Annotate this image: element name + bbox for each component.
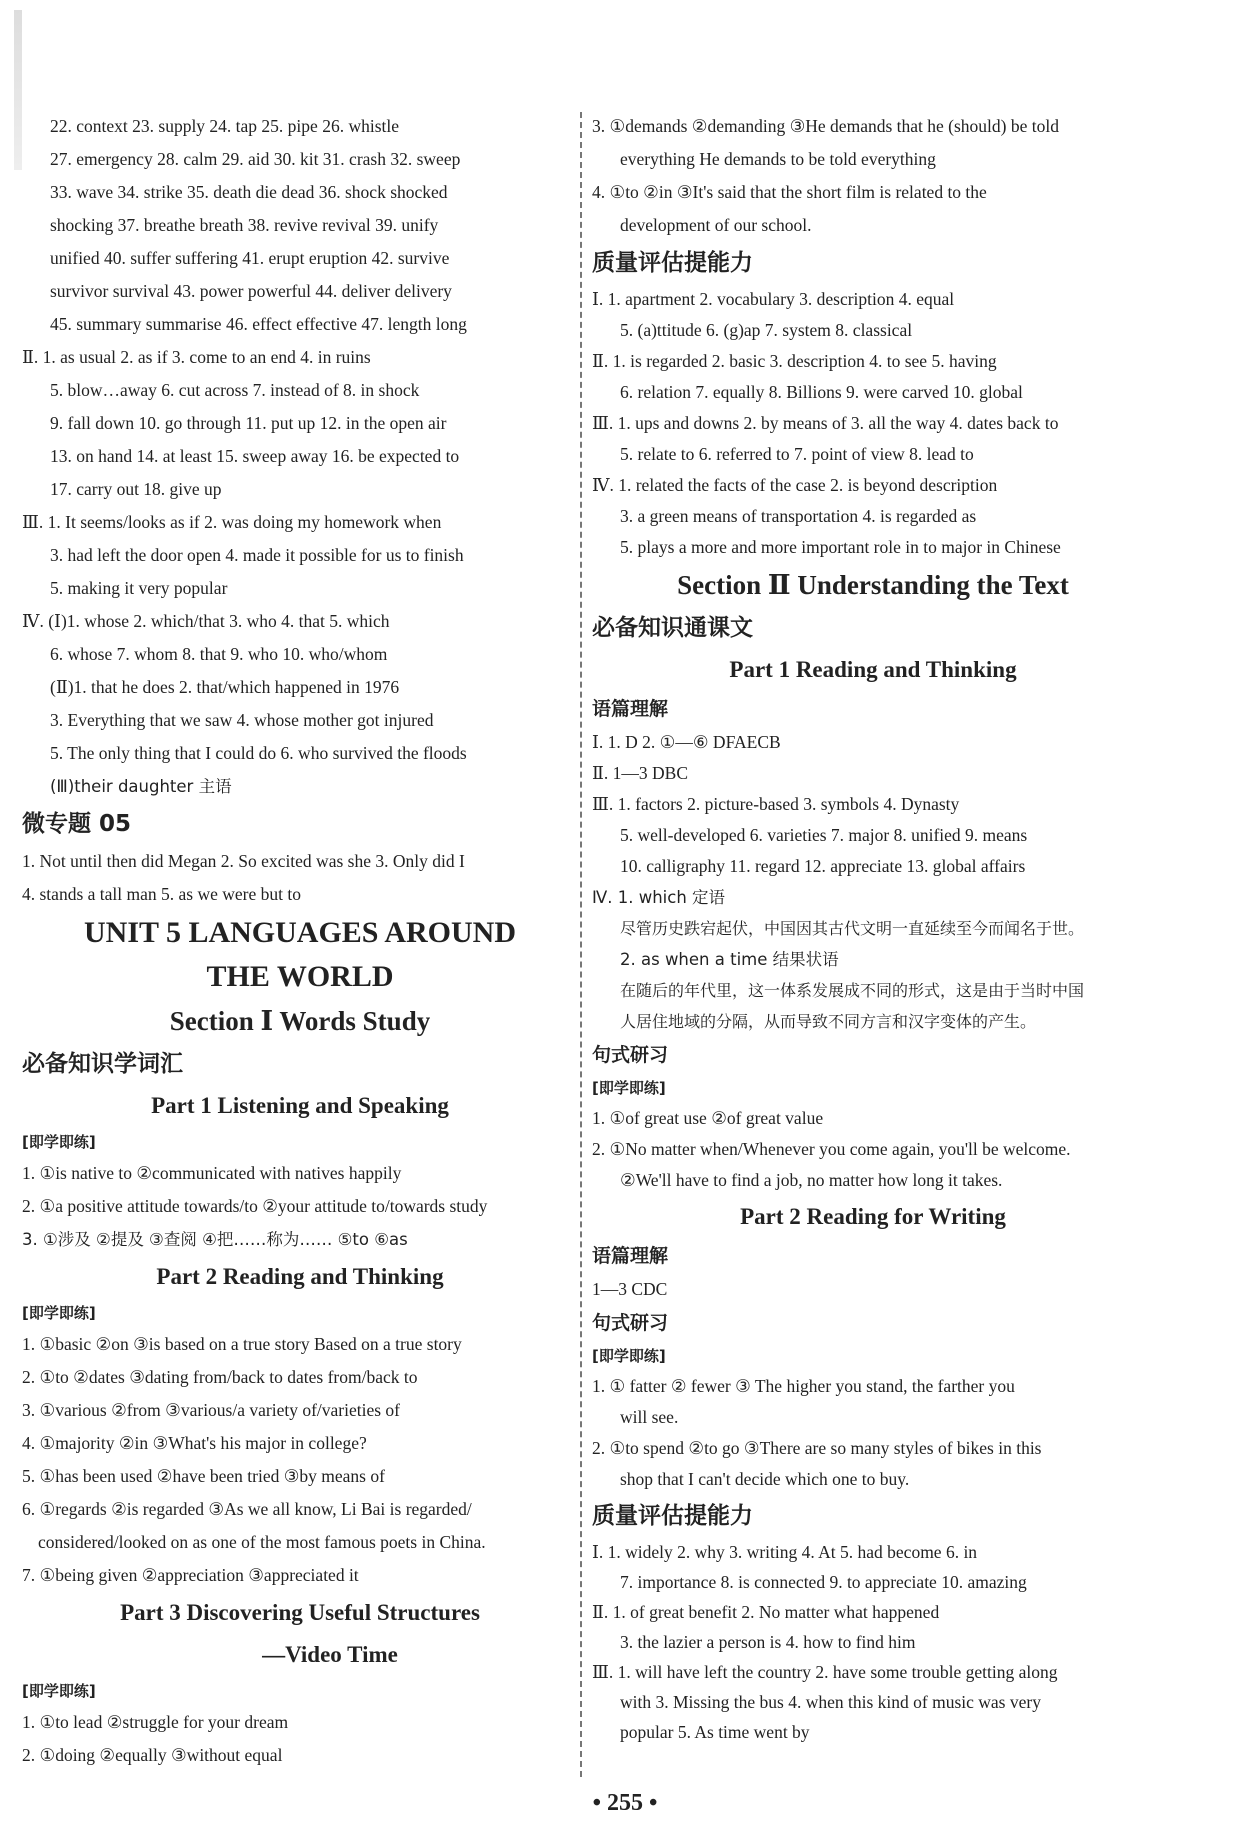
practice-tag: [即学即练] bbox=[22, 1682, 96, 1700]
practice-tag: [即学即练] bbox=[592, 1347, 666, 1365]
text-line: survivor survival 43. power powerful 44. deliver delivery bbox=[50, 281, 452, 301]
text-line: ②We'll have to find a job, no matter how long it takes. bbox=[620, 1170, 1003, 1190]
text-line: Ⅱ. 1. as usual 2. as if 3. come to an end 4. in ruins bbox=[22, 347, 371, 367]
text-line: 1. ①to lead ②struggle for your dream bbox=[22, 1712, 289, 1732]
text-line: 4. stands a tall man 5. as we were but to bbox=[22, 884, 301, 904]
text-line: 5. relate to 6. referred to 7. point of view 8. lead to bbox=[620, 444, 974, 464]
text-line: 33. wave 34. strike 35. death die dead 36. shock shocked bbox=[50, 182, 448, 202]
text-line: 22. context 23. supply 24. tap 25. pipe 26. whistle bbox=[50, 116, 399, 136]
text-line: Ⅳ. 1. which 定语 bbox=[592, 888, 726, 907]
text-line: (Ⅲ)their daughter 主语 bbox=[50, 777, 232, 796]
text-line: 在随后的年代里，这一体系发展成不同的形式，这是由于当时中国 bbox=[620, 981, 1085, 1000]
text-line: 3. had left the door open 4. made it possible for us to finish bbox=[50, 545, 464, 565]
text-line: Ⅲ. 1. factors 2. picture-based 3. symbols 4. Dynasty bbox=[592, 794, 960, 814]
text-line: 2. as when a time 结果状语 bbox=[620, 950, 839, 969]
part-title: Part 2 Reading for Writing bbox=[740, 1204, 1006, 1229]
left-column bbox=[22, 110, 578, 1772]
reading-comprehension-title: 语篇理解 bbox=[592, 1245, 669, 1267]
text-line: 13. on hand 14. at least 15. sweep away 16. be expected to bbox=[50, 446, 460, 466]
reading-comprehension-title: 语篇理解 bbox=[592, 698, 669, 720]
text-line: Ⅰ. 1. D 2. ①—⑥ DFAECB bbox=[592, 732, 781, 752]
text-line: 27. emergency 28. calm 29. aid 30. kit 31. crash 32. sweep bbox=[50, 149, 461, 169]
text-line: Ⅳ. 1. related the facts of the case 2. is beyond description bbox=[592, 475, 998, 495]
text-line: 6. relation 7. equally 8. Billions 9. were carved 10. global bbox=[620, 382, 1023, 402]
text-line: Ⅰ. 1. apartment 2. vocabulary 3. description 4. equal bbox=[592, 289, 955, 309]
text-line: 1. Not until then did Megan 2. So excited was she 3. Only did I bbox=[22, 851, 465, 871]
unit-title-cont: THE WORLD bbox=[206, 960, 394, 993]
text-line: 3. ①涉及 ②提及 ③查阅 ④把……称为…… ⑤to ⑥as bbox=[22, 1230, 408, 1249]
text-line: popular 5. As time went by bbox=[620, 1722, 810, 1742]
text-line: Ⅲ. 1. It seems/looks as if 2. was doing my homework when bbox=[22, 512, 442, 532]
text-line: 5. plays a more and more important role in to major in Chinese bbox=[620, 537, 1061, 557]
text-line: 4. ①majority ②in ③What's his major in college? bbox=[22, 1433, 367, 1453]
text-line: 3. a green means of transportation 4. is regarded as bbox=[620, 506, 977, 526]
text-line: will see. bbox=[620, 1407, 679, 1427]
text-line: Ⅲ. 1. will have left the country 2. have some trouble getting along bbox=[592, 1662, 1058, 1682]
practice-tag: [即学即练] bbox=[22, 1304, 96, 1322]
text-line: 7. importance 8. is connected 9. to appreciate 10. amazing bbox=[620, 1572, 1027, 1592]
practice-tag: [即学即练] bbox=[592, 1079, 666, 1097]
text-line: 6. ①regards ②is regarded ③As we all know, Li Bai is regarded/ bbox=[22, 1499, 472, 1519]
text-line: 尽管历史跌宕起伏，中国因其古代文明一直延续至今而闻名于世。 bbox=[620, 919, 1085, 938]
text-line: 1. ① fatter ② fewer ③ The higher you stand, the farther you bbox=[592, 1376, 1015, 1396]
text-line: 1. ①is native to ②communicated with natives happily bbox=[22, 1163, 402, 1183]
text-line: 10. calligraphy 11. regard 12. appreciate 13. global affairs bbox=[620, 856, 1026, 876]
text-line: Ⅱ. 1. of great benefit 2. No matter what happened bbox=[592, 1602, 940, 1622]
text-line: 1. ①basic ②on ③is based on a true story Based on a true story bbox=[22, 1334, 462, 1354]
part-title-cont: —Video Time bbox=[262, 1642, 398, 1667]
text-line: 45. summary summarise 46. effect effective 47. length long bbox=[50, 314, 467, 334]
subsection-title: 必备知识学词汇 bbox=[22, 1051, 183, 1077]
text-line: 5. blow…away 6. cut across 7. instead of 8. in shock bbox=[50, 380, 420, 400]
part-title: Part 2 Reading and Thinking bbox=[156, 1264, 444, 1289]
text-line: shop that I can't decide which one to buy. bbox=[620, 1469, 910, 1489]
text-line: 7. ①being given ②appreciation ③appreciated it bbox=[22, 1565, 359, 1585]
section-title: Section Ⅰ Words Study bbox=[169, 1006, 431, 1036]
text-line: 6. whose 7. whom 8. that 9. who 10. who/whom bbox=[50, 644, 388, 664]
text-line: 9. fall down 10. go through 11. put up 12. in the open air bbox=[50, 413, 447, 433]
binding-edge bbox=[14, 10, 22, 170]
sentence-study-title: 句式研习 bbox=[592, 1044, 669, 1066]
part-title: Part 1 Listening and Speaking bbox=[151, 1093, 449, 1118]
text-line: (Ⅱ)1. that he does 2. that/which happened in 1976 bbox=[50, 677, 400, 697]
sentence-study-title: 句式研习 bbox=[592, 1312, 669, 1334]
subsection-title: 必备知识通课文 bbox=[592, 615, 753, 641]
section-ii-block bbox=[22, 341, 578, 506]
text-line: 3. ①demands ②demanding ③He demands that he (should) be told bbox=[592, 116, 1059, 136]
text-line: 1—3 CDC bbox=[592, 1279, 668, 1299]
vocab-block bbox=[22, 110, 578, 341]
text-line: development of our school. bbox=[620, 215, 812, 235]
text-line: Ⅳ. (Ⅰ)1. whose 2. which/that 3. who 4. that 5. which bbox=[22, 611, 390, 631]
text-line: 2. ①No matter when/Whenever you come again, you'll be welcome. bbox=[592, 1139, 1071, 1159]
unit-title: UNIT 5 LANGUAGES AROUND bbox=[83, 916, 516, 949]
text-line: Ⅱ. 1—3 DBC bbox=[592, 763, 689, 783]
part-title: Part 1 Reading and Thinking bbox=[729, 657, 1017, 682]
page-number: • 255 • bbox=[592, 1790, 658, 1816]
assessment-title: 质量评估提能力 bbox=[592, 1503, 753, 1529]
assessment-title: 质量评估提能力 bbox=[592, 250, 753, 276]
mini-topic-title: 微专题 05 bbox=[22, 811, 132, 837]
section-iv-block bbox=[22, 605, 578, 803]
section-title: Section Ⅱ Understanding the Text bbox=[677, 570, 1069, 600]
section-iii-block bbox=[22, 506, 578, 605]
text-line: 5. well-developed 6. varieties 7. major 8. unified 9. means bbox=[620, 825, 1028, 845]
text-line: Ⅰ. 1. widely 2. why 3. writing 4. At 5. had become 6. in bbox=[592, 1542, 978, 1562]
text-line: Ⅲ. 1. ups and downs 2. by means of 3. all the way 4. dates back to bbox=[592, 413, 1059, 433]
right-column bbox=[592, 110, 1154, 1747]
text-line: Ⅱ. 1. is regarded 2. basic 3. description 4. to see 5. having bbox=[592, 351, 997, 371]
text-line: 3. Everything that we saw 4. whose mother got injured bbox=[50, 710, 434, 730]
text-line: 2. ①to ②dates ③dating from/back to dates from/back to bbox=[22, 1367, 418, 1387]
part-title: Part 3 Discovering Useful Structures bbox=[120, 1600, 480, 1625]
text-line: 5. ①has been used ②have been tried ③by means of bbox=[22, 1466, 385, 1486]
practice-tag: [即学即练] bbox=[22, 1133, 96, 1151]
text-line: unified 40. suffer suffering 41. erupt eruption 42. survive bbox=[50, 248, 450, 268]
text-line: 5. making it very popular bbox=[50, 578, 228, 598]
text-line: shocking 37. breathe breath 38. revive revival 39. unify bbox=[50, 215, 439, 235]
text-line: 2. ①a positive attitude towards/to ②your attitude to/towards study bbox=[22, 1196, 488, 1216]
text-line: 5. The only thing that I could do 6. who survived the floods bbox=[50, 743, 467, 763]
text-line: 17. carry out 18. give up bbox=[50, 479, 222, 499]
text-line: with 3. Missing the bus 4. when this kind of music was very bbox=[620, 1692, 1041, 1712]
text-line: 人居住地域的分隔，从而导致不同方言和汉字变体的产生。 bbox=[620, 1012, 1037, 1031]
text-line: 1. ①of great use ②of great value bbox=[592, 1108, 824, 1128]
text-line: 3. ①various ②from ③various/a variety of/varieties of bbox=[22, 1400, 401, 1420]
text-line: everything He demands to be told everything bbox=[620, 149, 936, 169]
text-line: 2. ①doing ②equally ③without equal bbox=[22, 1745, 283, 1765]
text-line: 3. the lazier a person is 4. how to find him bbox=[620, 1632, 916, 1652]
column-divider bbox=[580, 112, 582, 1777]
text-line: considered/looked on as one of the most famous poets in China. bbox=[38, 1532, 486, 1552]
text-line: 4. ①to ②in ③It's said that the short film is related to the bbox=[592, 182, 987, 202]
text-line: 5. (a)ttitude 6. (g)ap 7. system 8. classical bbox=[620, 320, 913, 340]
text-line: 2. ①to spend ②to go ③There are so many styles of bikes in this bbox=[592, 1438, 1042, 1458]
